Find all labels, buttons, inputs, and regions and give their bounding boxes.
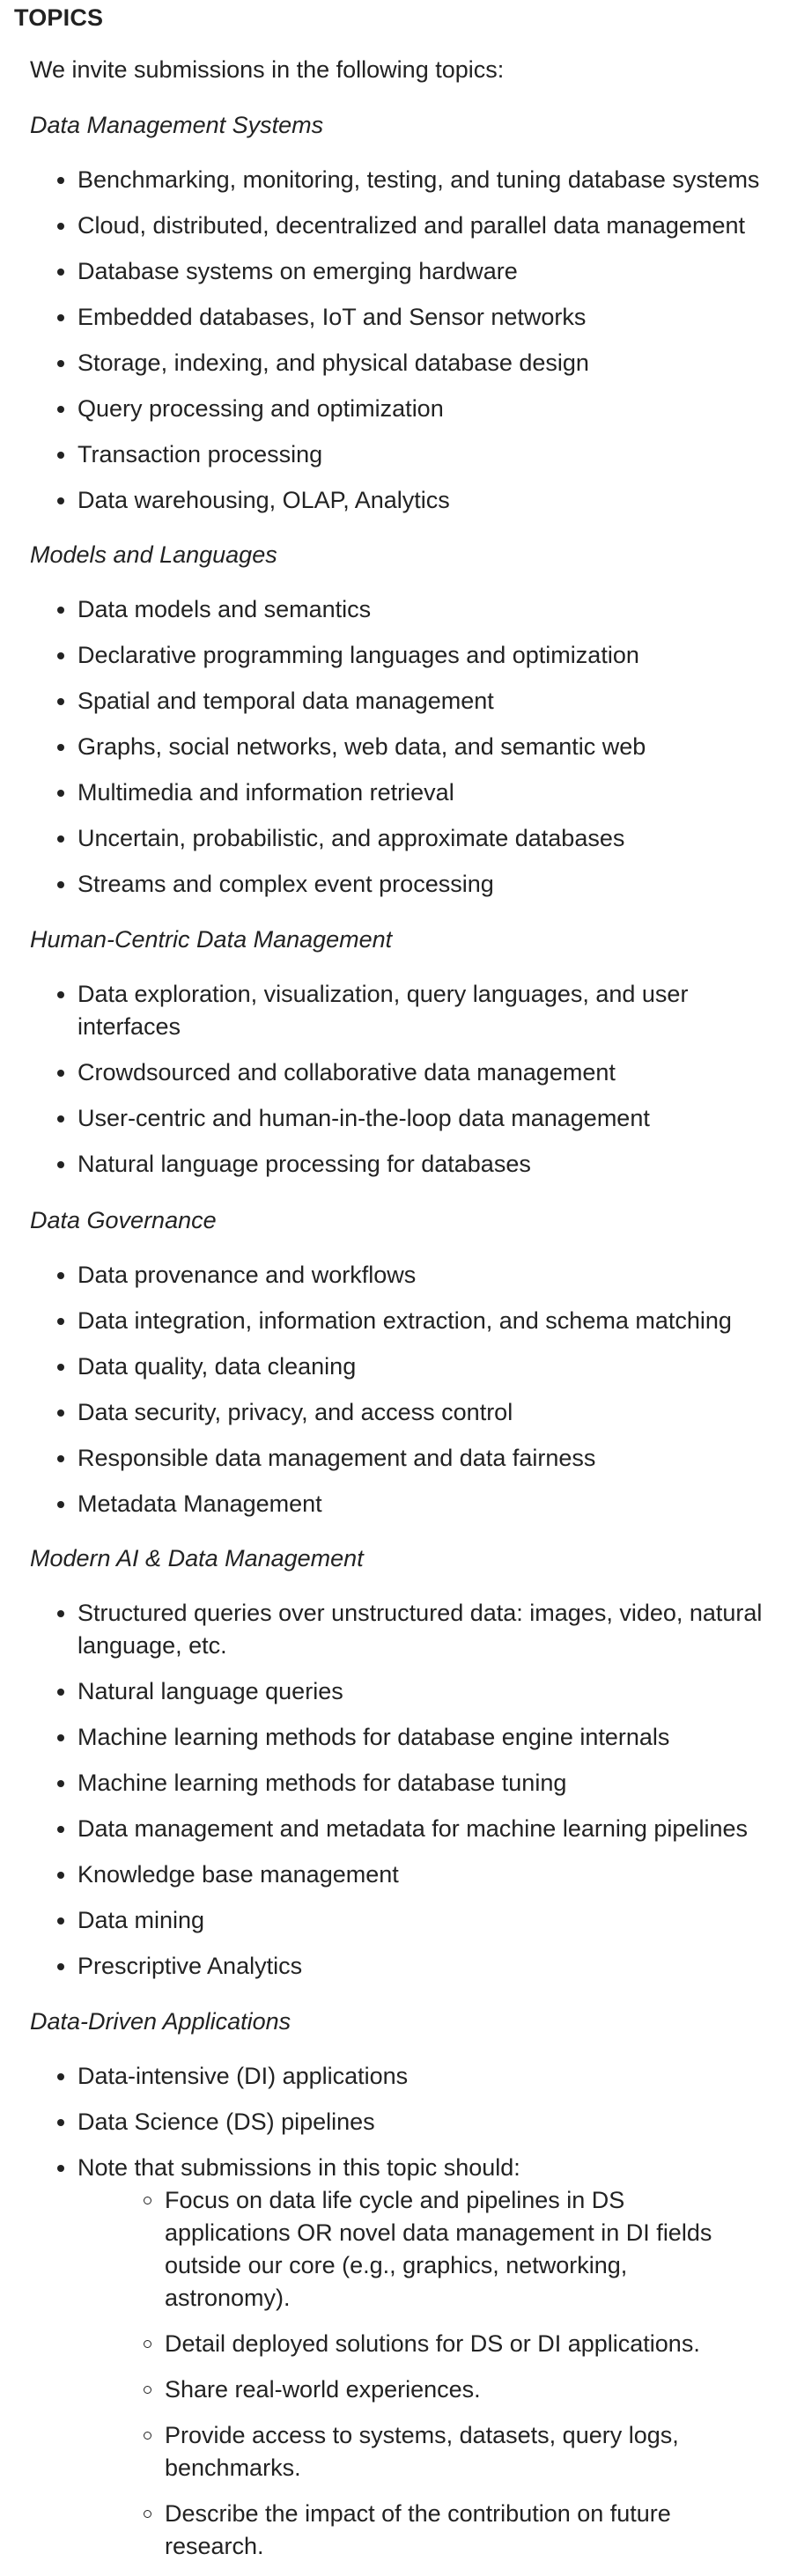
list-item: Crowdsourced and collaborative data management [0, 1056, 797, 1089]
list-item: Natural language processing for databases [0, 1148, 797, 1181]
list-item: Uncertain, probabilistic, and approximate databases [0, 822, 797, 855]
list-item: Structured queries over unstructured data: images, video, natural language, etc. [0, 1597, 797, 1662]
list-item: Benchmarking, monitoring, testing, and tuning database systems [0, 164, 797, 196]
list-item: Data-intensive (DI) applications [0, 2060, 797, 2093]
list-item: Data Science (DS) pipelines [0, 2106, 797, 2138]
topic-list-data-driven-applications [0, 2060, 797, 2576]
topic-list-modern-ai-data-management [0, 1597, 797, 1996]
list-item: Machine learning methods for database engine internals [0, 1721, 797, 1754]
list-item: Data provenance and workflows [0, 1259, 797, 1292]
sub-list-item: Detail deployed solutions for DS or DI applications. [77, 2328, 771, 2360]
list-item-note [0, 2152, 797, 2563]
list-item: Data mining [0, 1904, 797, 1937]
list-item: User-centric and human-in-the-loop data management [0, 1102, 797, 1135]
list-item: Data quality, data cleaning [0, 1351, 797, 1383]
section-title-models-and-languages: Models and Languages [30, 541, 277, 568]
list-item: Embedded databases, IoT and Sensor networks [0, 301, 797, 334]
list-item: Responsible data management and data fairness [0, 1442, 797, 1475]
sub-list-item: Share real-world experiences. [77, 2374, 771, 2406]
list-item: Transaction processing [0, 438, 797, 471]
section-title-data-governance: Data Governance [30, 1207, 217, 1233]
list-item: Graphs, social networks, web data, and semantic web [0, 731, 797, 763]
list-item: Prescriptive Analytics [0, 1950, 797, 1983]
list-item: Spatial and temporal data management [0, 685, 797, 718]
section-title-modern-ai-data-management: Modern AI & Data Management [30, 1545, 364, 1571]
list-item: Metadata Management [0, 1488, 797, 1520]
submission-requirements-list [77, 2184, 771, 2563]
list-item: Database systems on emerging hardware [0, 255, 797, 288]
topic-list-models-and-languages [0, 593, 797, 914]
sub-list-item: Provide access to systems, datasets, query logs, benchmarks. [77, 2419, 771, 2484]
list-item: Query processing and optimization [0, 393, 797, 425]
list-item: Knowledge base management [0, 1858, 797, 1891]
list-item: Data integration, information extraction, and schema matching [0, 1305, 797, 1337]
section-title-data-driven-applications: Data-Driven Applications [30, 2008, 291, 2035]
list-item: Multimedia and information retrieval [0, 776, 797, 809]
sub-list-item: Focus on data life cycle and pipelines in DS applications OR novel data management in DI fields outside our core (e.g., graphics, networking, astronomy). [77, 2184, 771, 2315]
section-title-human-centric-data-management: Human-Centric Data Management [30, 926, 393, 953]
list-item: Machine learning methods for database tuning [0, 1767, 797, 1800]
sub-list-item: Describe the impact of the contribution on future research. [77, 2498, 771, 2563]
list-item: Data exploration, visualization, query languages, and user interfaces [0, 978, 797, 1043]
list-item: Storage, indexing, and physical database design [0, 347, 797, 379]
section-title-data-management-systems: Data Management Systems [30, 112, 324, 138]
submission-note: Note that submissions in this topic should: [77, 2154, 520, 2181]
list-item: Data management and metadata for machine learning pipelines [0, 1813, 797, 1845]
intro-text: We invite submissions in the following topics: [30, 56, 505, 83]
topic-list-data-management-systems [0, 164, 797, 530]
list-item: Streams and complex event processing [0, 868, 797, 901]
topic-list-human-centric-data-management [0, 978, 797, 1194]
topic-list-data-governance [0, 1259, 797, 1534]
list-item: Declarative programming languages and optimization [0, 639, 797, 672]
list-item: Natural language queries [0, 1675, 797, 1708]
list-item: Data warehousing, OLAP, Analytics [0, 484, 797, 517]
list-item: Data security, privacy, and access control [0, 1396, 797, 1429]
list-item: Data models and semantics [0, 593, 797, 626]
list-item: Cloud, distributed, decentralized and parallel data management [0, 210, 797, 242]
page-title: TOPICS [14, 4, 104, 31]
